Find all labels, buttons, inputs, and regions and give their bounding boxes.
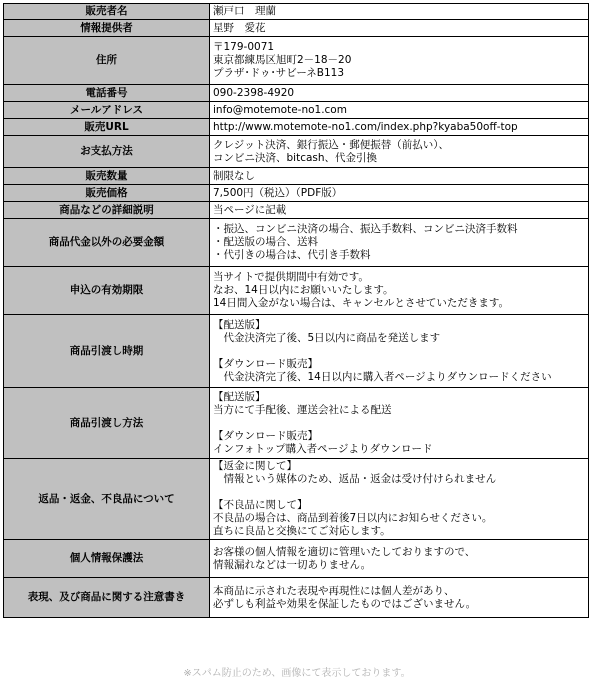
table-row — [4, 578, 589, 618]
row-label-delivery-method: 商品引渡し方法 — [4, 388, 210, 459]
row-value-privacy: お客様の個人情報を適切に管理いたしておりますので、 情報漏れなどは一切ありません。 — [210, 540, 589, 578]
row-value-email: info@motemote-no1.com — [210, 102, 589, 119]
table-row — [4, 119, 589, 136]
table-row — [4, 202, 589, 219]
row-label-deadline: 申込の有効期限 — [4, 267, 210, 315]
row-value-provider: 星野 愛花 — [210, 20, 589, 37]
row-label-email: メールアドレス — [4, 102, 210, 119]
row-value-phone: 090-2398-4920 — [210, 85, 589, 102]
row-value-payment: クレジット決済、銀行振込・郵便振替（前払い）、 コンビニ決済、bitcash、代金引換 — [210, 136, 589, 168]
table-row — [4, 85, 589, 102]
table-row — [4, 37, 589, 85]
seller-info-table — [3, 3, 589, 618]
row-value-price: 7,500円（税込）（PDF版） — [210, 185, 589, 202]
row-value-deadline: 当サイトで提供期間中有効です。 なお、14日以内にお願いいたします。 14日間入金がない場合は、キャンセルとさせていただきます。 — [210, 267, 589, 315]
table-row — [4, 540, 589, 578]
row-label-seller-name: 販売者名 — [4, 4, 210, 20]
row-label-delivery-time: 商品引渡し時期 — [4, 315, 210, 388]
row-label-provider: 情報提供者 — [4, 20, 210, 37]
table-row — [4, 185, 589, 202]
spam-prevention-note: ※スパム防止のため、画像にて表示しております。 — [183, 668, 411, 679]
table-row — [4, 102, 589, 119]
row-label-disclaimer: 表現、及び商品に関する注意書き — [4, 578, 210, 618]
table-row — [4, 20, 589, 37]
row-label-quantity: 販売数量 — [4, 168, 210, 185]
row-value-details: 当ページに記載 — [210, 202, 589, 219]
table-row — [4, 219, 589, 267]
table-row — [4, 168, 589, 185]
row-label-extra-fees: 商品代金以外の必要金額 — [4, 219, 210, 267]
row-value-sales-url: http://www.motemote-no1.com/index.php?kyaba50off-top — [210, 119, 589, 136]
row-label-sales-url: 販売URL — [4, 119, 210, 136]
row-label-payment: お支払方法 — [4, 136, 210, 168]
row-value-seller-name: 瀬戸口 理蘭 — [210, 4, 589, 20]
row-label-phone: 電話番号 — [4, 85, 210, 102]
table-row — [4, 315, 589, 388]
row-label-details: 商品などの詳細説明 — [4, 202, 210, 219]
row-value-disclaimer: 本商品に示された表現や再現性には個人差があり、 必ずしも利益や効果を保証したものではございません。 — [210, 578, 589, 618]
row-value-quantity: 制限なし — [210, 168, 589, 185]
row-label-address: 住所 — [4, 37, 210, 85]
table-row — [4, 459, 589, 540]
row-value-delivery-method: 【配送版】 当方にて手配後、運送会社による配送 【ダウンロード販売】 インフォトップ購入者ページよりダウンロード — [210, 388, 589, 459]
row-label-price: 販売価格 — [4, 185, 210, 202]
row-value-extra-fees: ・振込、コンビニ決済の場合、振込手数料、コンビニ決済手数料 ・配送版の場合、送料 ・代引きの場合は、代引き手数料 — [210, 219, 589, 267]
row-label-returns: 返品・返金、不良品について — [4, 459, 210, 540]
table-row — [4, 267, 589, 315]
row-value-address: 〒179-0071 東京都練馬区旭町2－18－20 プラザ･ドゥ･サビーネB113 — [210, 37, 589, 85]
table-row — [4, 388, 589, 459]
table-row — [4, 4, 589, 20]
row-label-privacy: 個人情報保護法 — [4, 540, 210, 578]
row-value-returns: 【返金に関して】 情報という媒体のため、返品・返金は受け付けられません 【不良品に関して】 不良品の場合は、商品到着後7日以内にお知らせください。 直ちに良品と交換にてご対応します。 — [210, 459, 589, 540]
table-row — [4, 136, 589, 168]
row-value-delivery-time: 【配送版】 代金決済完了後、5日以内に商品を発送します 【ダウンロード販売】 代金決済完了後、14日以内に購入者ページよりダウンロードください — [210, 315, 589, 388]
